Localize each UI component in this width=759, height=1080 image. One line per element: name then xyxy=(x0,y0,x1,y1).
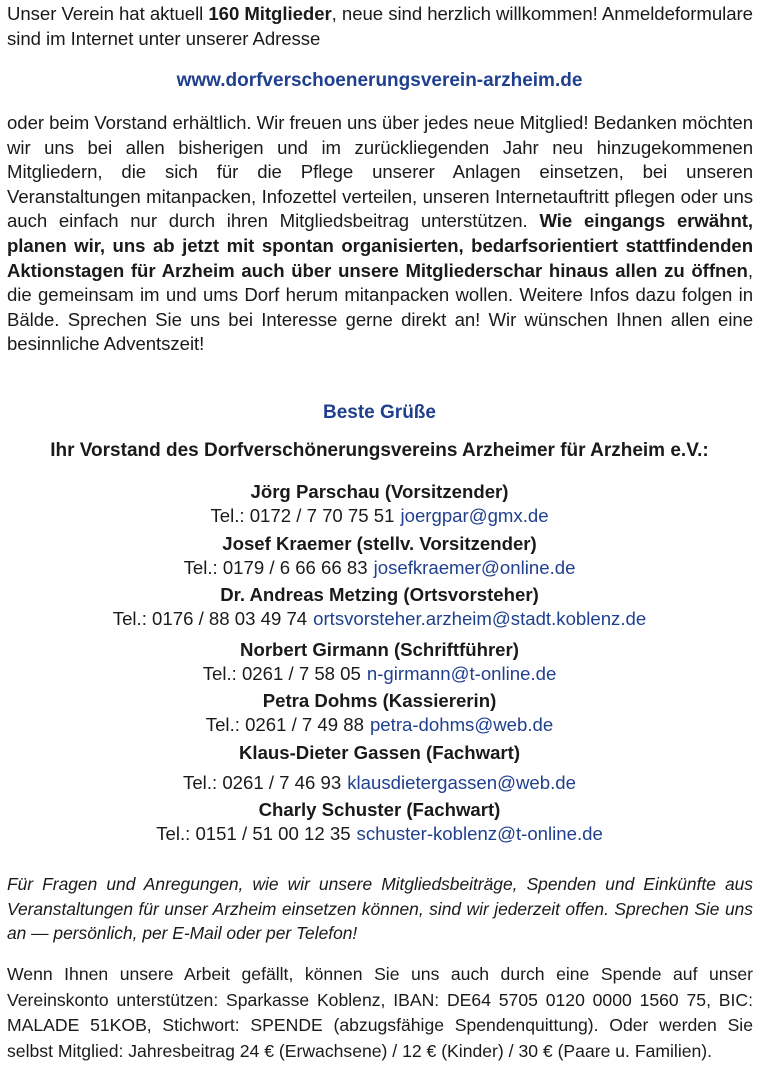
contact-block xyxy=(0,638,759,686)
member-count: 160 Mitglieder xyxy=(208,3,332,24)
contact-line xyxy=(0,556,759,580)
contact-line xyxy=(0,662,759,686)
contact-phone: Tel.: 0179 / 6 66 66 83 xyxy=(183,557,368,578)
contact-block xyxy=(0,583,759,631)
contact-email[interactable]: schuster-koblenz@t-online.de xyxy=(356,823,603,844)
action-days-text: Wie eingangs erwähnt, planen wir, uns ab jetzt mit spontan organisierten, bedarfsorientiert stattfindenden Aktionstagen für Arzheim auch über unsere Mitgliederschar hinaus allen zu öffnen xyxy=(7,210,754,281)
contact-email[interactable]: josefkraemer@online.de xyxy=(373,557,576,578)
contact-phone: Tel.: 0261 / 7 58 05 xyxy=(202,663,361,684)
contact-name: Klaus-Dieter Gassen (Fachwart) xyxy=(238,742,521,763)
contact-name: Josef Kraemer (stellv. Vorsitzender) xyxy=(222,533,537,554)
contact-name: Norbert Girmann (Schriftführer) xyxy=(240,639,519,660)
website-link[interactable]: www.dorfverschoenerungsverein-arzheim.de xyxy=(176,70,583,91)
contact-block xyxy=(0,741,759,795)
contact-line xyxy=(0,713,759,737)
contact-email[interactable]: klausdietergassen@web.de xyxy=(347,772,576,793)
greeting: Beste Grüße xyxy=(323,402,436,423)
intro-paragraph xyxy=(7,2,753,51)
contact-line xyxy=(0,504,759,528)
contact-block xyxy=(0,689,759,737)
contact-block xyxy=(0,532,759,580)
closing-text: , die gemeinsam im und ums Dorf herum mitanpacken wollen. Weitere Infos dazu folgen in Bälde. Sprechen Sie uns bei Interesse gerne direkt an! Wir wünschen Ihnen allen eine besinnliche Adventszeit! xyxy=(7,259,753,355)
thanks-text: oder beim Vorstand erhältlich. Wir freuen uns über jedes neue Mitglied! Bedanken möchten wir uns bei allen bisherigen und im zurückliegenden Jahr neu hinzugekommenen Mitgliedern, die sich für die Pflege unserer Anlagen einsetzen, bei unseren Veranstaltungen mitanpacken, Infozettel verteilen, unseren Internetauftritt pflegen oder uns auch einfach nur durch ihren Mitgliedsbeitrag unterstützen. xyxy=(7,112,753,232)
contact-line xyxy=(0,607,759,631)
contact-name: Dr. Andreas Metzing (Ortsvorsteher) xyxy=(220,584,539,605)
intro-text-continued: , neue sind herzlich willkommen! Anmeldeformulare sind im Internet unter unserer Adresse xyxy=(7,3,753,49)
board-title: Ihr Vorstand des Dorfverschönerungsvereins Arzheimer für Arzheim e.V.: xyxy=(50,440,709,461)
contact-phone: Tel.: 0176 / 88 03 49 74 xyxy=(112,608,308,629)
contact-phone: Tel.: 0261 / 7 46 93 xyxy=(183,772,342,793)
intro-text: Unser Verein hat aktuell xyxy=(7,3,209,24)
contact-name: Charly Schuster (Fachwart) xyxy=(258,799,501,820)
donation-paragraph: Wenn Ihnen unsere Arbeit gefällt, können Sie uns auch durch eine Spende auf unser Vereinskonto unterstützen: Sparkasse Koblenz, IBAN: DE64 5705 0120 0000 1560 75, BIC: MALADE 51KOB, Stichwort: SPENDE (abzugsfähige Spendenquittung). Oder werden Sie selbst Mitglied: Jahresbeitrag 24 € (Erwachsene) / 12 € (Kinder) / 30 € (Paare u. Familien). xyxy=(7,964,753,1061)
contact-block xyxy=(0,798,759,846)
contact-name: Petra Dohms (Kassiererin) xyxy=(262,690,497,711)
contact-email[interactable]: petra-dohms@web.de xyxy=(369,714,554,735)
contact-phone: Tel.: 0151 / 51 00 12 35 xyxy=(156,823,351,844)
contact-email[interactable]: ortsvorsteher.arzheim@stadt.koblenz.de xyxy=(313,608,647,629)
contact-phone: Tel.: 0172 / 7 70 75 51 xyxy=(210,505,395,526)
contact-email[interactable]: n-girmann@t-online.de xyxy=(366,663,557,684)
contact-name: Jörg Parschau (Vorsitzender) xyxy=(250,481,509,502)
questions-paragraph: Für Fragen und Anregungen, wie wir unsere Mitgliedsbeiträge, Spenden und Einkünfte aus Veranstaltungen für unser Arzheim einsetzen können, sind wir jederzeit offen. Sprechen Sie uns an — persönlich, per E-Mail oder per Telefon! xyxy=(7,874,753,943)
contact-phone: Tel.: 0261 / 7 49 88 xyxy=(205,714,364,735)
contact-email[interactable]: joergpar@gmx.de xyxy=(400,505,549,526)
contact-line xyxy=(0,822,759,846)
contact-block xyxy=(0,480,759,528)
thanks-paragraph xyxy=(7,111,753,357)
contact-line xyxy=(0,771,759,795)
